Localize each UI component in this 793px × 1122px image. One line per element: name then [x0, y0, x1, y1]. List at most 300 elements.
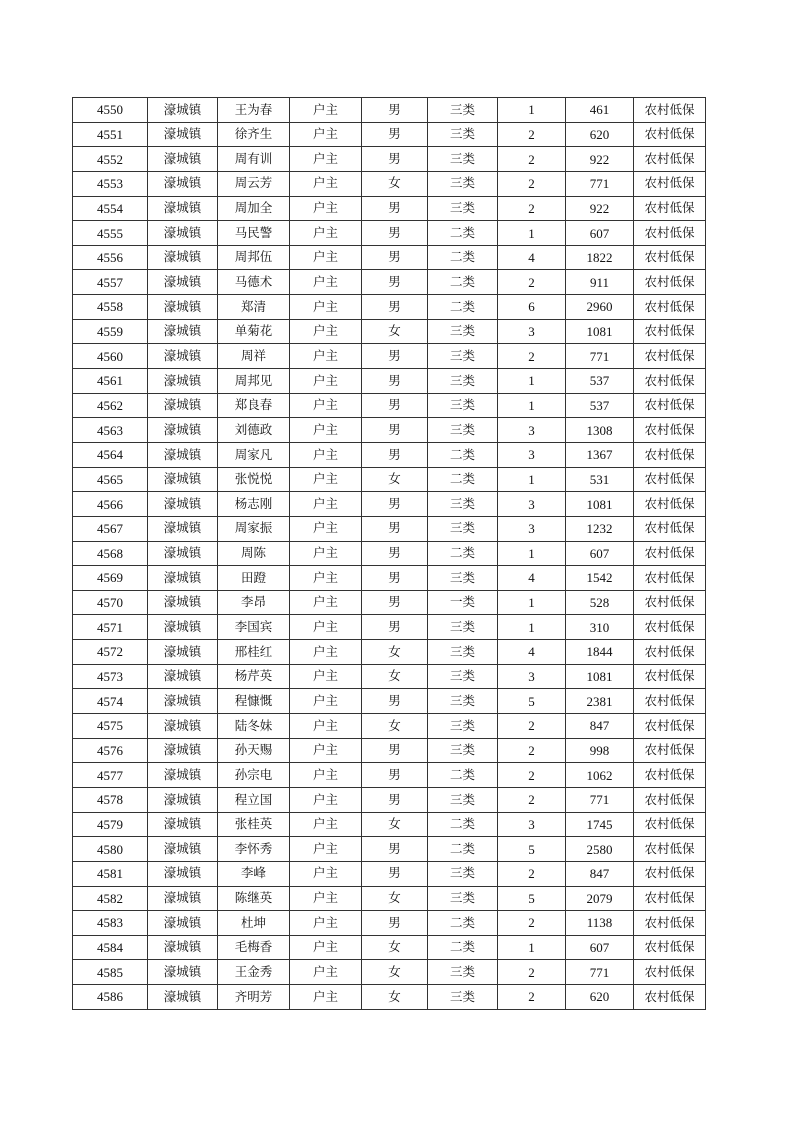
relationship-cell: 户主 — [290, 344, 362, 369]
relief-type-cell: 农村低保 — [634, 664, 706, 689]
amount-cell: 1542 — [566, 566, 634, 591]
household-size-cell: 1 — [498, 615, 566, 640]
relief-type-cell: 农村低保 — [634, 442, 706, 467]
serial-number-cell: 4566 — [73, 492, 148, 517]
town-cell: 濠城镇 — [148, 615, 218, 640]
table-row — [73, 171, 706, 196]
relief-type-cell: 农村低保 — [634, 418, 706, 443]
relief-type-cell: 农村低保 — [634, 615, 706, 640]
relief-type-cell: 农村低保 — [634, 270, 706, 295]
name-cell: 李国宾 — [218, 615, 290, 640]
town-cell: 濠城镇 — [148, 147, 218, 172]
serial-number-cell: 4557 — [73, 270, 148, 295]
serial-number-cell: 4586 — [73, 985, 148, 1010]
serial-number-cell: 4569 — [73, 566, 148, 591]
relationship-cell: 户主 — [290, 763, 362, 788]
category-cell: 三类 — [428, 738, 498, 763]
household-size-cell: 4 — [498, 640, 566, 665]
relationship-cell: 户主 — [290, 664, 362, 689]
table-row — [73, 541, 706, 566]
household-size-cell: 3 — [498, 664, 566, 689]
relief-type-cell: 农村低保 — [634, 566, 706, 591]
relationship-cell: 户主 — [290, 738, 362, 763]
table-row — [73, 664, 706, 689]
name-cell: 周家振 — [218, 516, 290, 541]
amount-cell: 771 — [566, 171, 634, 196]
amount-cell: 771 — [566, 787, 634, 812]
table-row — [73, 738, 706, 763]
amount-cell: 537 — [566, 393, 634, 418]
gender-cell: 女 — [362, 467, 428, 492]
category-cell: 三类 — [428, 122, 498, 147]
town-cell: 濠城镇 — [148, 295, 218, 320]
gender-cell: 男 — [362, 615, 428, 640]
amount-cell: 911 — [566, 270, 634, 295]
category-cell: 二类 — [428, 221, 498, 246]
household-size-cell: 1 — [498, 467, 566, 492]
name-cell: 邢桂红 — [218, 640, 290, 665]
town-cell: 濠城镇 — [148, 418, 218, 443]
gender-cell: 男 — [362, 590, 428, 615]
town-cell: 濠城镇 — [148, 714, 218, 739]
category-cell: 二类 — [428, 270, 498, 295]
relief-type-cell: 农村低保 — [634, 886, 706, 911]
gender-cell: 男 — [362, 393, 428, 418]
gender-cell: 女 — [362, 960, 428, 985]
relief-type-cell: 农村低保 — [634, 393, 706, 418]
serial-number-cell: 4553 — [73, 171, 148, 196]
serial-number-cell: 4554 — [73, 196, 148, 221]
name-cell: 郑清 — [218, 295, 290, 320]
amount-cell: 607 — [566, 541, 634, 566]
town-cell: 濠城镇 — [148, 319, 218, 344]
household-size-cell: 2 — [498, 171, 566, 196]
serial-number-cell: 4584 — [73, 935, 148, 960]
name-cell: 李怀秀 — [218, 837, 290, 862]
amount-cell: 607 — [566, 221, 634, 246]
town-cell: 濠城镇 — [148, 221, 218, 246]
relationship-cell: 户主 — [290, 122, 362, 147]
relationship-cell: 户主 — [290, 467, 362, 492]
relief-type-cell: 农村低保 — [634, 122, 706, 147]
table-row — [73, 319, 706, 344]
category-cell: 二类 — [428, 935, 498, 960]
gender-cell: 男 — [362, 221, 428, 246]
table-row — [73, 861, 706, 886]
name-cell: 陈继英 — [218, 886, 290, 911]
category-cell: 二类 — [428, 837, 498, 862]
gender-cell: 男 — [362, 369, 428, 394]
gender-cell: 男 — [362, 245, 428, 270]
table-row — [73, 911, 706, 936]
table-row — [73, 812, 706, 837]
household-size-cell: 5 — [498, 837, 566, 862]
name-cell: 毛梅香 — [218, 935, 290, 960]
name-cell: 孙天赐 — [218, 738, 290, 763]
gender-cell: 男 — [362, 541, 428, 566]
town-cell: 濠城镇 — [148, 738, 218, 763]
name-cell: 周邦伍 — [218, 245, 290, 270]
relationship-cell: 户主 — [290, 886, 362, 911]
category-cell: 三类 — [428, 566, 498, 591]
serial-number-cell: 4551 — [73, 122, 148, 147]
table-row — [73, 985, 706, 1010]
amount-cell: 922 — [566, 147, 634, 172]
amount-cell: 537 — [566, 369, 634, 394]
name-cell: 程立国 — [218, 787, 290, 812]
town-cell: 濠城镇 — [148, 245, 218, 270]
relationship-cell: 户主 — [290, 442, 362, 467]
household-size-cell: 2 — [498, 911, 566, 936]
town-cell: 濠城镇 — [148, 787, 218, 812]
gender-cell: 男 — [362, 516, 428, 541]
serial-number-cell: 4581 — [73, 861, 148, 886]
amount-cell: 1367 — [566, 442, 634, 467]
name-cell: 马民警 — [218, 221, 290, 246]
table-row — [73, 492, 706, 517]
table-row — [73, 467, 706, 492]
amount-cell: 2381 — [566, 689, 634, 714]
town-cell: 濠城镇 — [148, 492, 218, 517]
serial-number-cell: 4570 — [73, 590, 148, 615]
household-size-cell: 2 — [498, 985, 566, 1010]
gender-cell: 男 — [362, 787, 428, 812]
category-cell: 二类 — [428, 467, 498, 492]
category-cell: 一类 — [428, 590, 498, 615]
serial-number-cell: 4576 — [73, 738, 148, 763]
town-cell: 濠城镇 — [148, 985, 218, 1010]
household-size-cell: 2 — [498, 763, 566, 788]
category-cell: 三类 — [428, 319, 498, 344]
relationship-cell: 户主 — [290, 295, 362, 320]
relationship-cell: 户主 — [290, 270, 362, 295]
relationship-cell: 户主 — [290, 714, 362, 739]
table-row — [73, 689, 706, 714]
relationship-cell: 户主 — [290, 911, 362, 936]
table-row — [73, 960, 706, 985]
amount-cell: 922 — [566, 196, 634, 221]
household-size-cell: 4 — [498, 245, 566, 270]
relationship-cell: 户主 — [290, 566, 362, 591]
town-cell: 濠城镇 — [148, 812, 218, 837]
town-cell: 濠城镇 — [148, 664, 218, 689]
category-cell: 二类 — [428, 245, 498, 270]
household-size-cell: 2 — [498, 787, 566, 812]
category-cell: 三类 — [428, 418, 498, 443]
relief-type-cell: 农村低保 — [634, 492, 706, 517]
serial-number-cell: 4572 — [73, 640, 148, 665]
amount-cell: 847 — [566, 714, 634, 739]
household-size-cell: 1 — [498, 98, 566, 123]
table-row — [73, 196, 706, 221]
town-cell: 濠城镇 — [148, 935, 218, 960]
category-cell: 三类 — [428, 98, 498, 123]
relief-type-cell: 农村低保 — [634, 935, 706, 960]
relief-type-cell: 农村低保 — [634, 861, 706, 886]
town-cell: 濠城镇 — [148, 467, 218, 492]
relief-type-cell: 农村低保 — [634, 985, 706, 1010]
relief-type-cell: 农村低保 — [634, 812, 706, 837]
gender-cell: 男 — [362, 861, 428, 886]
relief-type-cell: 农村低保 — [634, 171, 706, 196]
gender-cell: 女 — [362, 812, 428, 837]
category-cell: 三类 — [428, 689, 498, 714]
table-row — [73, 98, 706, 123]
table-row — [73, 615, 706, 640]
table-row — [73, 763, 706, 788]
name-cell: 马德术 — [218, 270, 290, 295]
gender-cell: 女 — [362, 886, 428, 911]
serial-number-cell: 4565 — [73, 467, 148, 492]
town-cell: 濠城镇 — [148, 393, 218, 418]
relationship-cell: 户主 — [290, 147, 362, 172]
serial-number-cell: 4580 — [73, 837, 148, 862]
category-cell: 三类 — [428, 886, 498, 911]
amount-cell: 1081 — [566, 319, 634, 344]
household-size-cell: 2 — [498, 714, 566, 739]
gender-cell: 男 — [362, 98, 428, 123]
table-row — [73, 295, 706, 320]
gender-cell: 女 — [362, 664, 428, 689]
relationship-cell: 户主 — [290, 541, 362, 566]
gender-cell: 男 — [362, 196, 428, 221]
relief-type-cell: 农村低保 — [634, 147, 706, 172]
category-cell: 三类 — [428, 393, 498, 418]
name-cell: 周邦见 — [218, 369, 290, 394]
category-cell: 三类 — [428, 664, 498, 689]
amount-cell: 607 — [566, 935, 634, 960]
serial-number-cell: 4571 — [73, 615, 148, 640]
amount-cell: 1138 — [566, 911, 634, 936]
household-size-cell: 3 — [498, 442, 566, 467]
table-row — [73, 344, 706, 369]
relationship-cell: 户主 — [290, 935, 362, 960]
household-size-cell: 3 — [498, 516, 566, 541]
serial-number-cell: 4561 — [73, 369, 148, 394]
town-cell: 濠城镇 — [148, 171, 218, 196]
relief-type-cell: 农村低保 — [634, 516, 706, 541]
serial-number-cell: 4562 — [73, 393, 148, 418]
household-size-cell: 1 — [498, 590, 566, 615]
relief-type-cell: 农村低保 — [634, 590, 706, 615]
amount-cell: 1062 — [566, 763, 634, 788]
serial-number-cell: 4583 — [73, 911, 148, 936]
relationship-cell: 户主 — [290, 393, 362, 418]
household-size-cell: 3 — [498, 812, 566, 837]
gender-cell: 男 — [362, 837, 428, 862]
name-cell: 齐明芳 — [218, 985, 290, 1010]
relief-type-cell: 农村低保 — [634, 245, 706, 270]
relief-type-cell: 农村低保 — [634, 344, 706, 369]
relief-type-cell: 农村低保 — [634, 689, 706, 714]
name-cell: 程慷慨 — [218, 689, 290, 714]
category-cell: 三类 — [428, 787, 498, 812]
relationship-cell: 户主 — [290, 171, 362, 196]
town-cell: 濠城镇 — [148, 590, 218, 615]
gender-cell: 男 — [362, 295, 428, 320]
town-cell: 濠城镇 — [148, 861, 218, 886]
amount-cell: 2580 — [566, 837, 634, 862]
table-row — [73, 442, 706, 467]
table-row — [73, 393, 706, 418]
serial-number-cell: 4558 — [73, 295, 148, 320]
amount-cell: 1081 — [566, 492, 634, 517]
category-cell: 二类 — [428, 812, 498, 837]
gender-cell: 男 — [362, 763, 428, 788]
name-cell: 李峰 — [218, 861, 290, 886]
relationship-cell: 户主 — [290, 640, 362, 665]
category-cell: 三类 — [428, 516, 498, 541]
serial-number-cell: 4573 — [73, 664, 148, 689]
category-cell: 三类 — [428, 615, 498, 640]
relationship-cell: 户主 — [290, 196, 362, 221]
table-row — [73, 886, 706, 911]
serial-number-cell: 4555 — [73, 221, 148, 246]
relief-type-cell: 农村低保 — [634, 960, 706, 985]
relief-type-cell: 农村低保 — [634, 295, 706, 320]
household-size-cell: 3 — [498, 492, 566, 517]
category-cell: 三类 — [428, 196, 498, 221]
serial-number-cell: 4585 — [73, 960, 148, 985]
gender-cell: 男 — [362, 492, 428, 517]
amount-cell: 620 — [566, 122, 634, 147]
gender-cell: 男 — [362, 418, 428, 443]
gender-cell: 男 — [362, 566, 428, 591]
serial-number-cell: 4564 — [73, 442, 148, 467]
document-page — [72, 97, 706, 1010]
table-row — [73, 270, 706, 295]
serial-number-cell: 4550 — [73, 98, 148, 123]
category-cell: 三类 — [428, 861, 498, 886]
relief-type-cell: 农村低保 — [634, 837, 706, 862]
serial-number-cell: 4574 — [73, 689, 148, 714]
table-row — [73, 714, 706, 739]
name-cell: 田蹬 — [218, 566, 290, 591]
town-cell: 濠城镇 — [148, 369, 218, 394]
gender-cell: 女 — [362, 640, 428, 665]
amount-cell: 771 — [566, 344, 634, 369]
household-size-cell: 1 — [498, 221, 566, 246]
town-cell: 濠城镇 — [148, 270, 218, 295]
relationship-cell: 户主 — [290, 837, 362, 862]
name-cell: 周祥 — [218, 344, 290, 369]
relationship-cell: 户主 — [290, 418, 362, 443]
category-cell: 三类 — [428, 985, 498, 1010]
gender-cell: 女 — [362, 935, 428, 960]
gender-cell: 男 — [362, 689, 428, 714]
household-size-cell: 1 — [498, 393, 566, 418]
name-cell: 张悦悦 — [218, 467, 290, 492]
name-cell: 刘德政 — [218, 418, 290, 443]
name-cell: 杜坤 — [218, 911, 290, 936]
category-cell: 三类 — [428, 369, 498, 394]
relationship-cell: 户主 — [290, 369, 362, 394]
town-cell: 濠城镇 — [148, 196, 218, 221]
name-cell: 周家凡 — [218, 442, 290, 467]
serial-number-cell: 4560 — [73, 344, 148, 369]
gender-cell: 女 — [362, 714, 428, 739]
name-cell: 张桂英 — [218, 812, 290, 837]
table-row — [73, 935, 706, 960]
amount-cell: 771 — [566, 960, 634, 985]
name-cell: 李昂 — [218, 590, 290, 615]
amount-cell: 620 — [566, 985, 634, 1010]
amount-cell: 2960 — [566, 295, 634, 320]
gender-cell: 女 — [362, 171, 428, 196]
relationship-cell: 户主 — [290, 985, 362, 1010]
name-cell: 杨芹英 — [218, 664, 290, 689]
amount-cell: 1822 — [566, 245, 634, 270]
town-cell: 濠城镇 — [148, 689, 218, 714]
town-cell: 濠城镇 — [148, 911, 218, 936]
table-row — [73, 516, 706, 541]
town-cell: 濠城镇 — [148, 640, 218, 665]
relief-type-cell: 农村低保 — [634, 369, 706, 394]
household-size-cell: 2 — [498, 738, 566, 763]
table-row — [73, 369, 706, 394]
table-row — [73, 590, 706, 615]
town-cell: 濠城镇 — [148, 960, 218, 985]
relief-type-cell: 农村低保 — [634, 221, 706, 246]
gender-cell: 男 — [362, 147, 428, 172]
gender-cell: 男 — [362, 442, 428, 467]
town-cell: 濠城镇 — [148, 837, 218, 862]
relief-type-cell: 农村低保 — [634, 640, 706, 665]
table-row — [73, 245, 706, 270]
relief-type-cell: 农村低保 — [634, 319, 706, 344]
category-cell: 二类 — [428, 763, 498, 788]
household-size-cell: 1 — [498, 369, 566, 394]
relief-type-cell: 农村低保 — [634, 738, 706, 763]
relief-type-cell: 农村低保 — [634, 911, 706, 936]
town-cell: 濠城镇 — [148, 516, 218, 541]
serial-number-cell: 4575 — [73, 714, 148, 739]
relationship-cell: 户主 — [290, 787, 362, 812]
town-cell: 濠城镇 — [148, 886, 218, 911]
amount-cell: 1844 — [566, 640, 634, 665]
name-cell: 王金秀 — [218, 960, 290, 985]
relationship-cell: 户主 — [290, 615, 362, 640]
serial-number-cell: 4578 — [73, 787, 148, 812]
household-size-cell: 2 — [498, 147, 566, 172]
table-row — [73, 221, 706, 246]
amount-cell: 1081 — [566, 664, 634, 689]
town-cell: 濠城镇 — [148, 763, 218, 788]
amount-cell: 528 — [566, 590, 634, 615]
table-row — [73, 640, 706, 665]
amount-cell: 461 — [566, 98, 634, 123]
amount-cell: 998 — [566, 738, 634, 763]
town-cell: 濠城镇 — [148, 344, 218, 369]
category-cell: 三类 — [428, 640, 498, 665]
table-row — [73, 122, 706, 147]
table-row — [73, 837, 706, 862]
table-row — [73, 566, 706, 591]
household-size-cell: 4 — [498, 566, 566, 591]
household-size-cell: 3 — [498, 319, 566, 344]
name-cell: 郑良春 — [218, 393, 290, 418]
name-cell: 徐齐生 — [218, 122, 290, 147]
household-size-cell: 2 — [498, 270, 566, 295]
relationship-cell: 户主 — [290, 812, 362, 837]
relief-type-cell: 农村低保 — [634, 196, 706, 221]
serial-number-cell: 4582 — [73, 886, 148, 911]
relationship-cell: 户主 — [290, 98, 362, 123]
table-row — [73, 418, 706, 443]
gender-cell: 男 — [362, 344, 428, 369]
household-size-cell: 2 — [498, 344, 566, 369]
amount-cell: 847 — [566, 861, 634, 886]
